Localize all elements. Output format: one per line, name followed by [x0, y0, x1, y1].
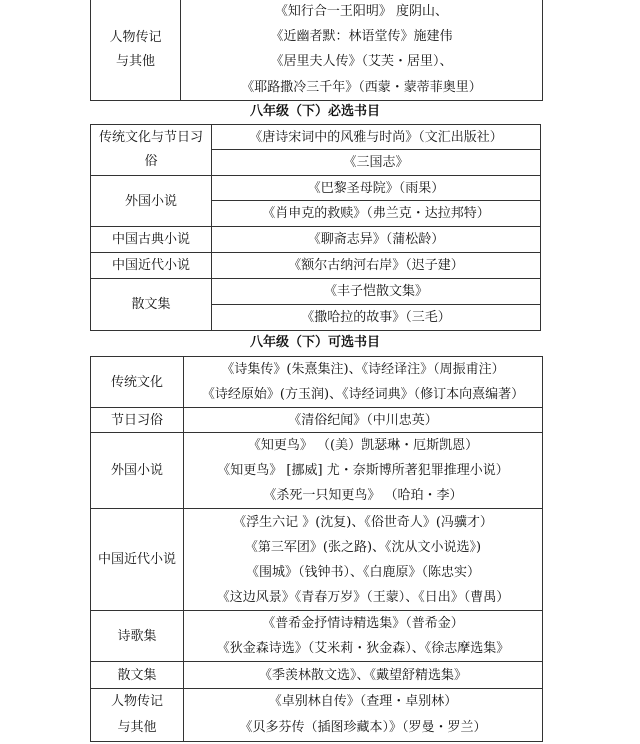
book-entry-cell — [184, 433, 543, 509]
category-text: 与其他 — [117, 720, 157, 735]
book-entry: 《知更鸟》 [挪威] 尤・奈斯博所著犯罪推理小说） — [217, 463, 509, 478]
book-entry: 《诗集传》(朱熹集注)、《诗经译注》（周振甫注） — [221, 362, 505, 377]
category-text: 俗 — [144, 154, 158, 169]
category-cell: 外国小说 — [91, 176, 212, 227]
category-cell — [91, 689, 184, 742]
book-entry: 《这边风景》《青春万岁》（王蒙）、《日出》（曹禺） — [216, 589, 510, 605]
book-entry: 《杀死一只知更鸟》 （哈珀・李） — [263, 488, 463, 503]
book-entry: 《耶路撒冷三千年》（西蒙・蒙蒂菲奥里） — [181, 74, 543, 100]
category-text: 传统文化与节日习 — [98, 130, 203, 145]
book-entry: 《贝多芬传（插图珍藏本）》（罗曼・罗兰） — [239, 720, 487, 735]
category-cell: 中国近代小说 — [91, 253, 212, 279]
category-text: 人物传记 — [109, 30, 162, 45]
book-entry: 《撒哈拉的故事》（三毛） — [212, 305, 541, 331]
book-entry: 《卓别林自传》（查理・卓别林） — [268, 694, 458, 709]
category-cell: 中国古典小说 — [91, 227, 212, 253]
category-cell: 散文集 — [91, 662, 184, 689]
book-entry: 《知更鸟》 （(美）凯瑟琳・厄斯凯恩） — [247, 438, 479, 453]
category-cell: 诗歌集 — [91, 611, 184, 662]
category-cell — [91, 125, 212, 176]
category-cell: 传统文化 — [91, 357, 184, 408]
book-entry: 《三国志》 — [212, 150, 541, 176]
section-title-required: 八年级（下）必选书目 — [249, 104, 380, 119]
category-cell — [91, 0, 181, 101]
book-entry: 《聊斋志异》（蒲松龄） — [212, 227, 541, 253]
book-entry: 《额尔古纳河右岸》（迟子建） — [212, 253, 541, 279]
book-entry-cell — [184, 689, 543, 742]
category-cell: 外国小说 — [91, 433, 184, 509]
book-entry-cell — [184, 509, 543, 611]
book-entry: 《季羡林散文选》、《戴望舒精选集》 — [184, 662, 543, 689]
book-entry: 《浮生六记 》(沈复)、《俗世奇人》(冯骥才） — [233, 514, 493, 530]
book-entry: 《普希金抒情诗精选集》（普希金） — [262, 616, 464, 631]
book-entry-cell — [184, 357, 543, 408]
table-optional — [90, 356, 543, 742]
section-title-optional: 八年级（下）可选书目 — [249, 335, 380, 350]
book-entry: 《唐诗宋词中的风雅与时尚》（文汇出版社） — [212, 125, 541, 150]
book-entry: 《清俗纪闻》（中川忠英） — [184, 408, 543, 433]
book-entry-cell — [184, 611, 543, 662]
table-required — [90, 124, 541, 331]
book-entry: 《狄金森诗选》（艾米莉・狄金森）、《徐志摩选集》 — [216, 641, 510, 656]
book-entry: 《肖申克的救赎》（弗兰克・达拉邦特） — [212, 201, 541, 227]
category-text: 人物传记 — [110, 694, 163, 709]
book-entry: 《近幽者默：林语堂传》施建伟 — [181, 24, 543, 49]
book-entry: 《巴黎圣母院》（雨果） — [212, 176, 541, 201]
book-entry: 《诗经原始》(方玉润)、《诗经词典》（修订本向熹编著） — [201, 387, 525, 402]
category-cell: 散文集 — [91, 279, 212, 331]
category-text: 与其他 — [115, 54, 155, 69]
category-cell: 节日习俗 — [91, 408, 184, 433]
book-entry: 《丰子恺散文集》 — [212, 279, 541, 305]
book-entry: 《知行合一王阳明》 度阴山、 — [181, 0, 543, 24]
table-top — [90, 0, 543, 101]
book-entry: 《围城》（钱钟书）、《白鹿原》（陈忠实） — [245, 564, 480, 580]
book-entry: 《第三军团》(张之路)、《沈从文小说选》) — [244, 539, 482, 555]
category-cell: 中国近代小说 — [91, 509, 184, 611]
book-entry: 《居里夫人传》（艾芙・居里）、 — [181, 49, 543, 74]
